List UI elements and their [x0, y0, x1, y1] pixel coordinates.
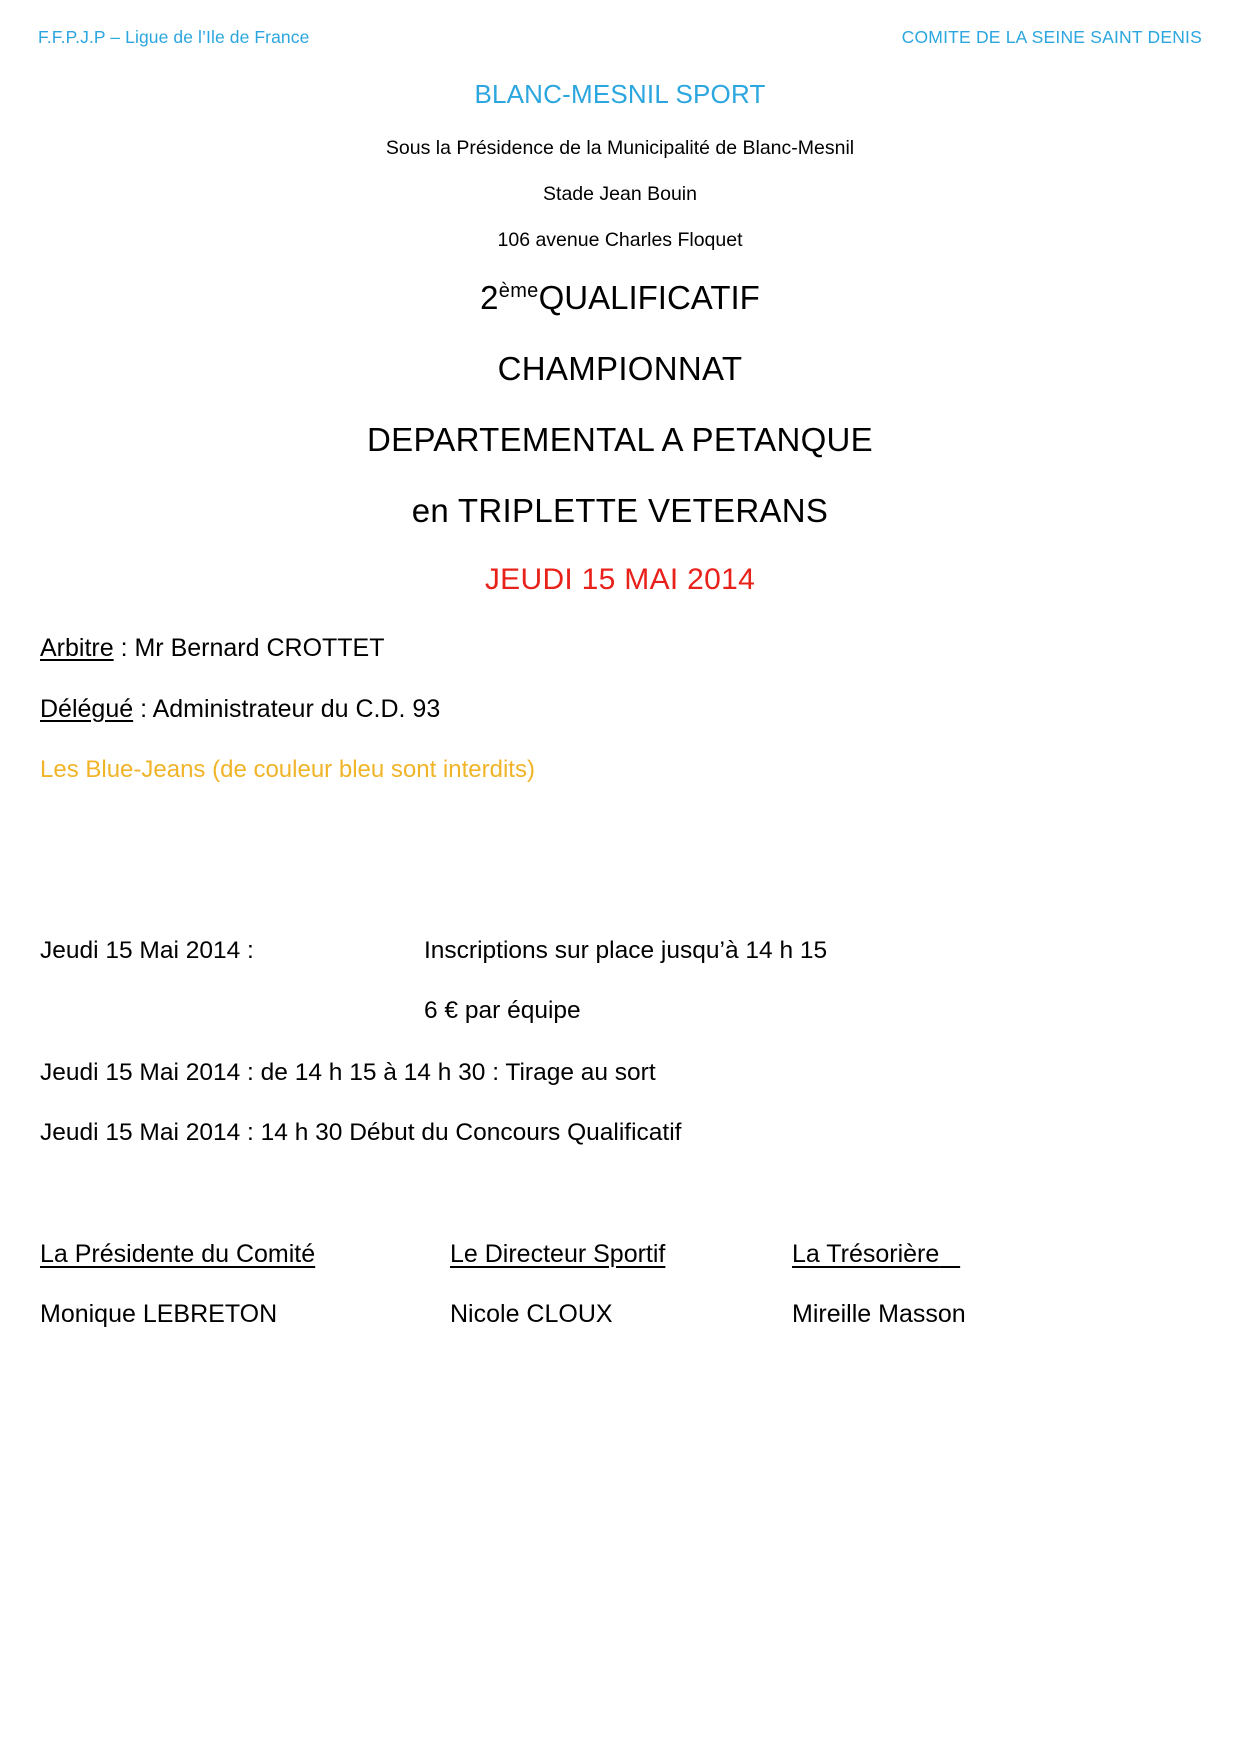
- page-header: [38, 27, 1202, 48]
- schedule-row-2-right: 6 € par équipe: [424, 997, 581, 1024]
- title-line-triplette: en TRIPLETTE VETERANS: [411, 492, 829, 529]
- ordinal-suffix: ème: [498, 280, 539, 302]
- header-committee: COMITE DE LA SEINE SAINT DENIS: [901, 27, 1202, 47]
- header-federation-league: F.F.P.J.P – Ligue de l’Ile de France: [38, 27, 310, 47]
- schedule-row-1-left: Jeudi 15 Mai 2014 :: [40, 937, 254, 964]
- title-line1-rest: QUALIFICATIF: [538, 279, 760, 316]
- title-line-championnat: CHAMPIONNAT: [497, 350, 743, 387]
- event-date: JEUDI 15 MAI 2014: [484, 563, 756, 596]
- referee-line: [40, 634, 385, 663]
- dress-code-notice: Les Blue-Jeans (de couleur bleu sont interdits): [40, 756, 535, 783]
- schedule-row-4-left: Jeudi 15 Mai 2014 : 14 h 30 Début du Concours Qualificatif: [40, 1119, 682, 1146]
- delegate-label: Délégué: [40, 695, 134, 723]
- signature-name-sport-director: Nicole CLOUX: [450, 1300, 613, 1328]
- schedule-row-3-left: Jeudi 15 Mai 2014 : de 14 h 15 à 14 h 30 : Tirage au sort: [40, 1059, 656, 1086]
- club-title: BLANC-MESNIL SPORT: [474, 79, 766, 109]
- address-line: 106 avenue Charles Floquet: [497, 229, 743, 251]
- venue-line: Stade Jean Bouin: [543, 183, 697, 205]
- delegate-value: : Administrateur du C.D. 93: [133, 695, 441, 723]
- signature-name-treasurer: Mireille Masson: [792, 1300, 966, 1328]
- title-line-departemental: DEPARTEMENTAL A PETANQUE: [367, 421, 873, 458]
- signature-role-treasurer: La Trésorière: [792, 1240, 940, 1268]
- referee-label: Arbitre: [40, 634, 114, 662]
- delegate-line: [40, 695, 440, 724]
- ordinal-number: 2: [480, 279, 499, 316]
- signature-role-sport-director: Le Directeur Sportif: [450, 1240, 666, 1268]
- signature-name-president: Monique LEBRETON: [40, 1300, 278, 1328]
- signature-role-president: La Présidente du Comité: [40, 1240, 316, 1268]
- schedule-row-1-right: Inscriptions sur place jusqu’à 14 h 15: [424, 937, 828, 964]
- referee-value: : Mr Bernard CROTTET: [113, 634, 385, 662]
- title-line-qualificatif: [0, 279, 1240, 317]
- presidency-line: Sous la Présidence de la Municipalité de Blanc-Mesnil: [385, 137, 855, 159]
